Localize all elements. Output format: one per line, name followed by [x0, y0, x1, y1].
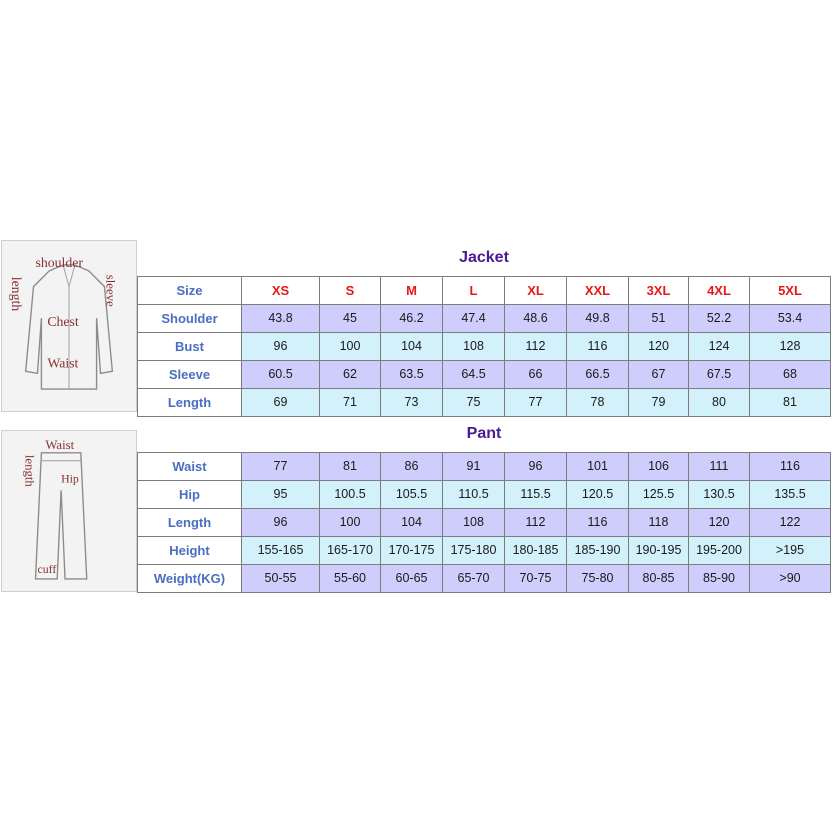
value-cell: 49.8	[567, 304, 629, 332]
pant-illustration	[2, 431, 136, 591]
value-cell: 170-175	[381, 536, 443, 564]
value-cell: 185-190	[567, 536, 629, 564]
value-cell: 51	[629, 304, 689, 332]
row-label: Hip	[138, 480, 242, 508]
size-cell: 5XL	[750, 276, 831, 304]
value-cell: 75-80	[567, 564, 629, 592]
value-cell: 81	[320, 452, 381, 480]
value-cell: 50-55	[242, 564, 320, 592]
value-cell: 106	[629, 452, 689, 480]
value-cell: 46.2	[381, 304, 443, 332]
value-cell: 155-165	[242, 536, 320, 564]
value-cell: >90	[750, 564, 831, 592]
size-cell: XL	[505, 276, 567, 304]
value-cell: 95	[242, 480, 320, 508]
row-label: Weight(KG)	[138, 564, 242, 592]
value-cell: 118	[629, 508, 689, 536]
value-cell: 43.8	[242, 304, 320, 332]
value-cell: 69	[242, 388, 320, 416]
pant-diagram	[1, 430, 137, 592]
label-pant-waist: Waist	[45, 437, 75, 452]
value-cell: 101	[567, 452, 629, 480]
value-cell: 73	[381, 388, 443, 416]
value-cell: 52.2	[689, 304, 750, 332]
value-cell: 75	[443, 388, 505, 416]
label-cuff: cuff	[37, 562, 57, 577]
jacket-table-body	[138, 240, 831, 416]
value-cell: 66	[505, 360, 567, 388]
value-cell: 63.5	[381, 360, 443, 388]
value-cell: 110.5	[443, 480, 505, 508]
value-cell: 96	[505, 452, 567, 480]
value-cell: 77	[505, 388, 567, 416]
value-cell: 68	[750, 360, 831, 388]
value-cell: 80-85	[629, 564, 689, 592]
row-label: Height	[138, 536, 242, 564]
size-cell: XS	[242, 276, 320, 304]
value-cell: 180-185	[505, 536, 567, 564]
pant-row-hip	[138, 480, 831, 508]
value-cell: 125.5	[629, 480, 689, 508]
size-cell: 3XL	[629, 276, 689, 304]
value-cell: 195-200	[689, 536, 750, 564]
value-cell: 130.5	[689, 480, 750, 508]
jacket-row-shoulder	[138, 304, 831, 332]
value-cell: 47.4	[443, 304, 505, 332]
value-cell: 105.5	[381, 480, 443, 508]
value-cell: 86	[381, 452, 443, 480]
row-label: Length	[138, 508, 242, 536]
label-shoulder: shoulder	[35, 254, 83, 270]
value-cell: 80	[689, 388, 750, 416]
value-cell: 67.5	[689, 360, 750, 388]
value-cell: 120.5	[567, 480, 629, 508]
value-cell: 100	[320, 508, 381, 536]
size-label: Size	[138, 276, 242, 304]
pant-row-weight	[138, 564, 831, 592]
jacket-row-sleeve	[138, 360, 831, 388]
size-cell: M	[381, 276, 443, 304]
value-cell: 104	[381, 508, 443, 536]
value-cell: 190-195	[629, 536, 689, 564]
value-cell: >195	[750, 536, 831, 564]
size-cell: XXL	[567, 276, 629, 304]
value-cell: 96	[242, 508, 320, 536]
value-cell: 45	[320, 304, 381, 332]
jacket-title-row	[138, 240, 831, 276]
size-cell: S	[320, 276, 381, 304]
value-cell: 48.6	[505, 304, 567, 332]
row-label: Waist	[138, 452, 242, 480]
row-label: Shoulder	[138, 304, 242, 332]
value-cell: 112	[505, 332, 567, 360]
pant-title-row	[138, 417, 831, 452]
label-length: length	[8, 276, 24, 312]
value-cell: 165-170	[320, 536, 381, 564]
value-cell: 115.5	[505, 480, 567, 508]
pant-table-body	[138, 417, 831, 592]
value-cell: 71	[320, 388, 381, 416]
value-cell: 85-90	[689, 564, 750, 592]
size-chart	[0, 240, 833, 592]
value-cell: 77	[242, 452, 320, 480]
value-cell: 116	[567, 332, 629, 360]
pant-row-waist	[138, 452, 831, 480]
value-cell: 116	[750, 452, 831, 480]
pant-row-height	[138, 536, 831, 564]
row-label: Sleeve	[138, 360, 242, 388]
jacket-illustration	[2, 241, 136, 411]
value-cell: 116	[567, 508, 629, 536]
size-cell: L	[443, 276, 505, 304]
value-cell: 100.5	[320, 480, 381, 508]
value-cell: 64.5	[443, 360, 505, 388]
value-cell: 53.4	[750, 304, 831, 332]
pant-title: Pant	[138, 417, 831, 452]
value-cell: 135.5	[750, 480, 831, 508]
label-pant-length: length	[22, 454, 37, 487]
label-waist: Waist	[47, 355, 79, 371]
value-cell: 78	[567, 388, 629, 416]
jacket-row-length	[138, 388, 831, 416]
value-cell: 67	[629, 360, 689, 388]
value-cell: 65-70	[443, 564, 505, 592]
pant-table	[137, 417, 831, 593]
jacket-size-row	[138, 276, 831, 304]
value-cell: 96	[242, 332, 320, 360]
value-cell: 175-180	[443, 536, 505, 564]
value-cell: 66.5	[567, 360, 629, 388]
label-hip: Hip	[61, 471, 79, 486]
pant-row-length	[138, 508, 831, 536]
value-cell: 128	[750, 332, 831, 360]
value-cell: 79	[629, 388, 689, 416]
jacket-row-bust	[138, 332, 831, 360]
label-chest: Chest	[47, 314, 79, 329]
value-cell: 120	[629, 332, 689, 360]
row-label: Bust	[138, 332, 242, 360]
value-cell: 91	[443, 452, 505, 480]
value-cell: 60.5	[242, 360, 320, 388]
row-label: Length	[138, 388, 242, 416]
jacket-table	[137, 240, 831, 417]
value-cell: 60-65	[381, 564, 443, 592]
value-cell: 120	[689, 508, 750, 536]
value-cell: 55-60	[320, 564, 381, 592]
value-cell: 111	[689, 452, 750, 480]
value-cell: 108	[443, 508, 505, 536]
size-cell: 4XL	[689, 276, 750, 304]
jacket-diagram	[1, 240, 137, 412]
value-cell: 108	[443, 332, 505, 360]
value-cell: 124	[689, 332, 750, 360]
value-cell: 62	[320, 360, 381, 388]
value-cell: 70-75	[505, 564, 567, 592]
label-sleeve: sleeve	[103, 274, 118, 307]
value-cell: 112	[505, 508, 567, 536]
value-cell: 81	[750, 388, 831, 416]
value-cell: 122	[750, 508, 831, 536]
value-cell: 104	[381, 332, 443, 360]
jacket-title: Jacket	[138, 240, 831, 276]
value-cell: 100	[320, 332, 381, 360]
